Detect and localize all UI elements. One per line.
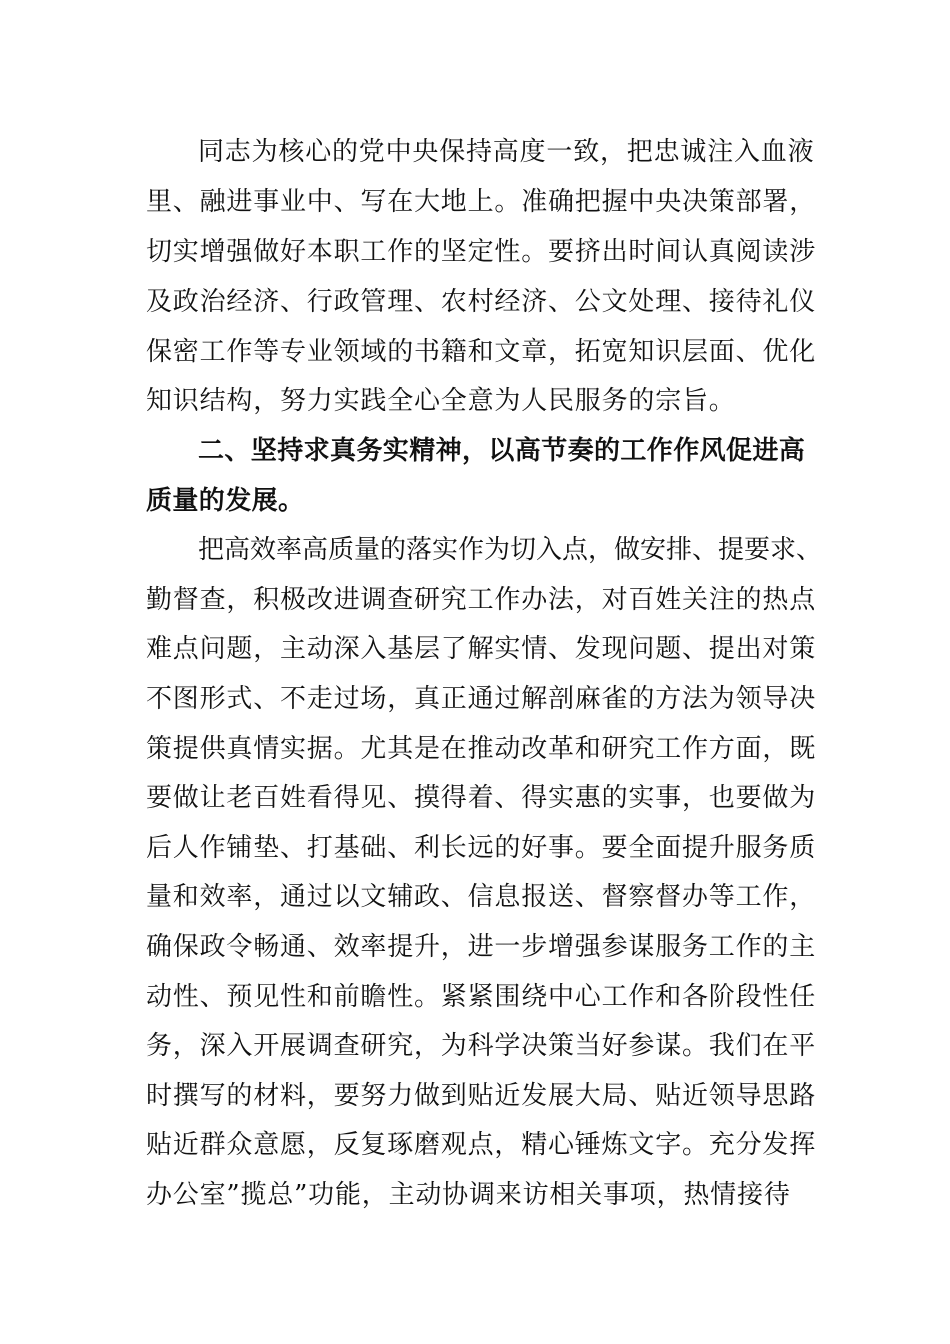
section-heading-line-1: 二、坚持求真务实精神，以高节奏的工作作风促进高 (198, 436, 806, 466)
paragraph-2-line-9: 确保政令畅通、效率提升，进一步增强参谋服务工作的主 (146, 932, 817, 962)
paragraph-1-line-2: 里、融进事业中、写在大地上。准确把握中央决策部署， (146, 187, 817, 217)
paragraph-2-line-5: 策提供真情实据。尤其是在推动改革和研究工作方面，既 (146, 734, 817, 764)
paragraph-1-line-6: 知识结构，努力实践全心全意为人民服务的宗旨。 (146, 386, 736, 416)
paragraph-2-line-1: 把高效率高质量的落实作为切入点，做安排、提要求、 (198, 535, 823, 565)
section-heading-line-2: 质量的发展。 (146, 486, 305, 516)
paragraph-2-line-6: 要做让老百姓看得见、摸得着、得实惠的实事，也要做为 (146, 783, 817, 813)
paragraph-2-line-12: 时撰写的材料，要努力做到贴近发展大局、贴近领导思路 (146, 1081, 817, 1111)
paragraph-2-line-4: 不图形式、不走过场，真正通过解剖麻雀的方法为领导决 (146, 684, 817, 714)
paragraph-2-line-7: 后人作铺垫、打基础、利长远的好事。要全面提升服务质 (146, 833, 817, 863)
paragraph-2-line-8: 量和效率，通过以文辅政、信息报送、督察督办等工作， (146, 882, 817, 912)
paragraph-2-line-14: 办公室”揽总”功能，主动协调来访相关事项，热情接待 (146, 1180, 791, 1210)
paragraph-2-line-11: 务，深入开展调查研究，为科学决策当好参谋。我们在平 (146, 1031, 817, 1061)
paragraph-1-line-5: 保密工作等专业领域的书籍和文章，拓宽知识层面、优化 (146, 337, 817, 367)
paragraph-1-line-4: 及政治经济、行政管理、农村经济、公文处理、接待礼仪 (146, 287, 817, 317)
paragraph-2-line-10: 动性、预见性和前瞻性。紧紧围绕中心工作和各阶段性任 (146, 982, 817, 1012)
paragraph-2-line-13: 贴近群众意愿，反复琢磨观点，精心锤炼文字。充分发挥 (146, 1130, 817, 1160)
paragraph-1-line-3: 切实增强做好本职工作的坚定性。要挤出时间认真阅读涉 (146, 237, 817, 267)
paragraph-2-line-3: 难点问题，主动深入基层了解实情、发现问题、提出对策 (146, 634, 817, 664)
paragraph-2-line-2: 勤督查，积极改进调查研究工作办法，对百姓关注的热点 (146, 585, 817, 615)
paragraph-1-line-1: 同志为核心的党中央保持高度一致，把忠诚注入血液 (198, 137, 815, 167)
